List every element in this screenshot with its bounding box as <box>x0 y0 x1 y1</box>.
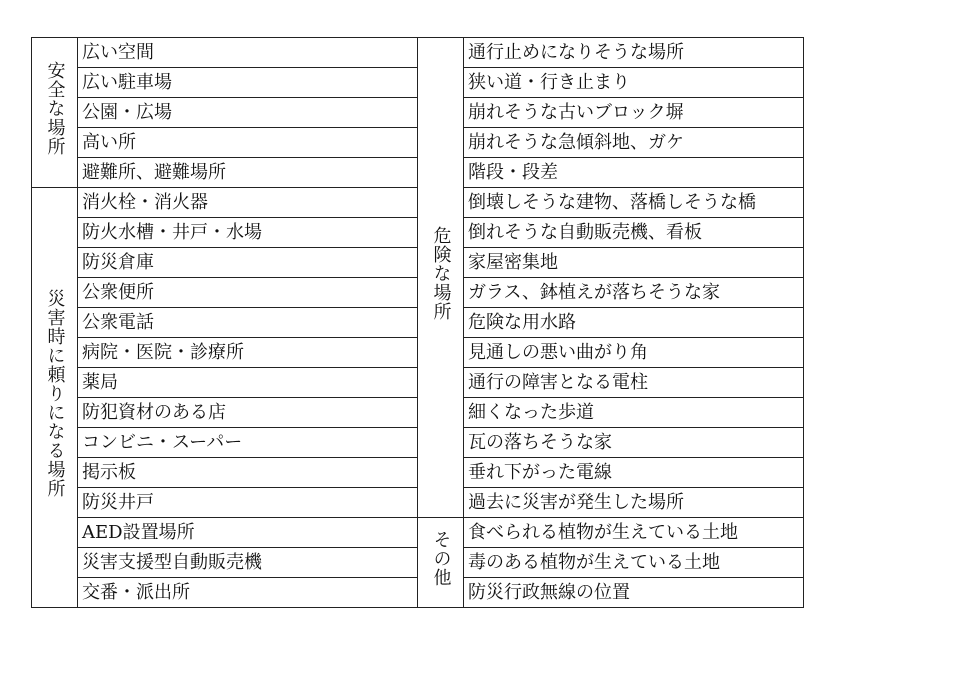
place-category-table <box>31 37 804 608</box>
table-body <box>32 38 804 608</box>
category-other-cell <box>418 518 464 608</box>
risk-place-item: 狭い道・行き止まり <box>464 68 804 98</box>
helpful-place-item: 防災倉庫 <box>78 248 418 278</box>
risk-place-item: 見通しの悪い曲がり角 <box>464 338 804 368</box>
table-row <box>32 38 804 68</box>
risk-place-item: 危険な用水路 <box>464 308 804 338</box>
helpful-place-item: 病院・医院・診療所 <box>78 338 418 368</box>
helpful-place-item: 掲示板 <box>78 458 418 488</box>
category-dangerous-places-label: 危険な場所 <box>430 225 452 321</box>
helpful-place-item: コンビニ・スーパー <box>78 428 418 458</box>
category-helpful-places-cell <box>32 188 78 608</box>
table-row <box>32 518 804 548</box>
risk-place-item: 毒のある植物が生えている土地 <box>464 548 804 578</box>
helpful-place-item: 公園・広場 <box>78 98 418 128</box>
helpful-place-item: 広い駐車場 <box>78 68 418 98</box>
helpful-place-item: 防犯資材のある店 <box>78 398 418 428</box>
risk-place-item: 階段・段差 <box>464 158 804 188</box>
risk-place-item: 崩れそうな急傾斜地、ガケ <box>464 128 804 158</box>
risk-place-item: 通行の障害となる電柱 <box>464 368 804 398</box>
category-safe-places-label: 安全な場所 <box>44 60 66 156</box>
risk-place-item: 倒壊しそうな建物、落橋しそうな橋 <box>464 188 804 218</box>
risk-place-item: ガラス、鉢植えが落ちそうな家 <box>464 278 804 308</box>
risk-place-item: 防災行政無線の位置 <box>464 578 804 608</box>
helpful-place-item: 避難所、避難場所 <box>78 158 418 188</box>
risk-place-item: 食べられる植物が生えている土地 <box>464 518 804 548</box>
risk-place-item: 崩れそうな古いブロック塀 <box>464 98 804 128</box>
risk-place-item: 過去に災害が発生した場所 <box>464 488 804 518</box>
category-dangerous-places-cell <box>418 38 464 518</box>
risk-place-item: 細くなった歩道 <box>464 398 804 428</box>
helpful-place-item: 防火水槽・井戸・水場 <box>78 218 418 248</box>
helpful-place-item: 公衆電話 <box>78 308 418 338</box>
helpful-place-item: 公衆便所 <box>78 278 418 308</box>
helpful-place-item: 薬局 <box>78 368 418 398</box>
category-safe-places-cell <box>32 38 78 188</box>
helpful-place-item: AED設置場所 <box>78 518 418 548</box>
risk-place-item: 家屋密集地 <box>464 248 804 278</box>
risk-place-item: 垂れ下がった電線 <box>464 458 804 488</box>
helpful-place-item: 災害支援型自動販売機 <box>78 548 418 578</box>
helpful-place-item: 高い所 <box>78 128 418 158</box>
risk-place-item: 倒れそうな自動販売機、看板 <box>464 218 804 248</box>
category-helpful-places-label: 災害時に頼りになる場所 <box>44 288 66 498</box>
helpful-place-item: 交番・派出所 <box>78 578 418 608</box>
risk-place-item: 通行止めになりそうな場所 <box>464 38 804 68</box>
risk-place-item: 瓦の落ちそうな家 <box>464 428 804 458</box>
helpful-place-item: 防災井戸 <box>78 488 418 518</box>
category-other-label: その他 <box>430 529 452 587</box>
helpful-place-item: 消火栓・消火器 <box>78 188 418 218</box>
helpful-place-item: 広い空間 <box>78 38 418 68</box>
